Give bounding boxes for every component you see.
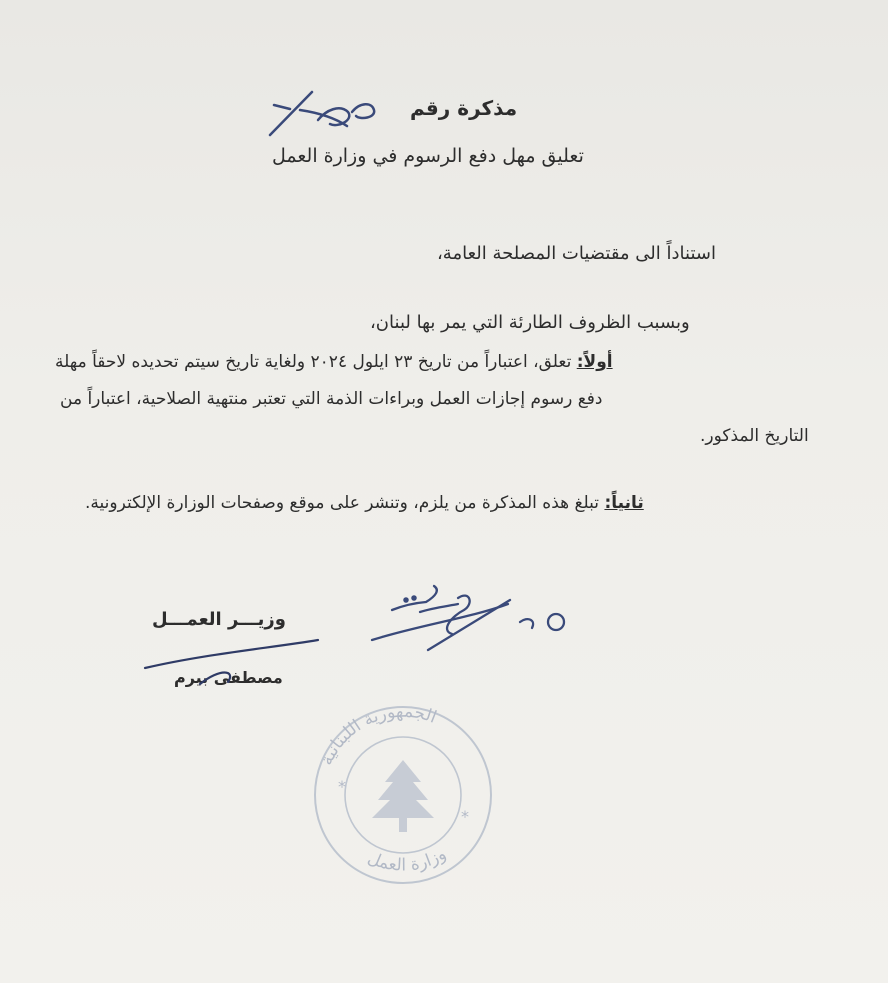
memo-number-handwriting xyxy=(270,92,374,135)
star-icon: * xyxy=(338,777,346,796)
ministry-stamp xyxy=(315,702,491,883)
clause-first-label: أولاً: xyxy=(576,352,613,372)
clause-second-text: تبلغ هذه المذكرة من يلزم، وتنشر على موقع وصفحات الوزارة الإلكترونية. xyxy=(85,493,600,513)
stamp-top-text: الجمهورية اللبنانية xyxy=(316,701,440,769)
star-icon: * xyxy=(461,807,469,826)
signature-name: مصطفى بيرم xyxy=(174,668,283,687)
date-handwriting xyxy=(372,586,564,650)
clause-first-text: تعلق، اعتباراً من تاريخ ٢٣ ايلول ٢٠٢٤ ولغاية تاريخ سيتم تحديده لاحقاً مهلة xyxy=(55,352,572,372)
paragraph-circumstances: وبسبب الظروف الطارئة التي يمر بها لبنان، xyxy=(370,312,690,333)
cedar-icon xyxy=(372,760,434,832)
clause-first-line-3: التاريخ المذكور. xyxy=(700,426,809,446)
stamp-bottom-text: وزارة العمل xyxy=(364,844,450,876)
clause-second-label: ثانياً: xyxy=(604,493,644,513)
signature-title: وزيـــر العمـــل xyxy=(152,609,286,630)
memo-subject: تعليق مهل دفع الرسوم في وزارة العمل xyxy=(272,145,584,167)
clause-first-line-2: دفع رسوم إجازات العمل وبراءات الذمة التي تعتبر منتهية الصلاحية، اعتباراً من xyxy=(60,389,603,409)
signature-stroke xyxy=(145,640,318,684)
memo-title: مذكرة رقم xyxy=(410,96,518,120)
paragraph-public-interest: استناداً الى مقتضيات المصلحة العامة، xyxy=(437,243,716,264)
